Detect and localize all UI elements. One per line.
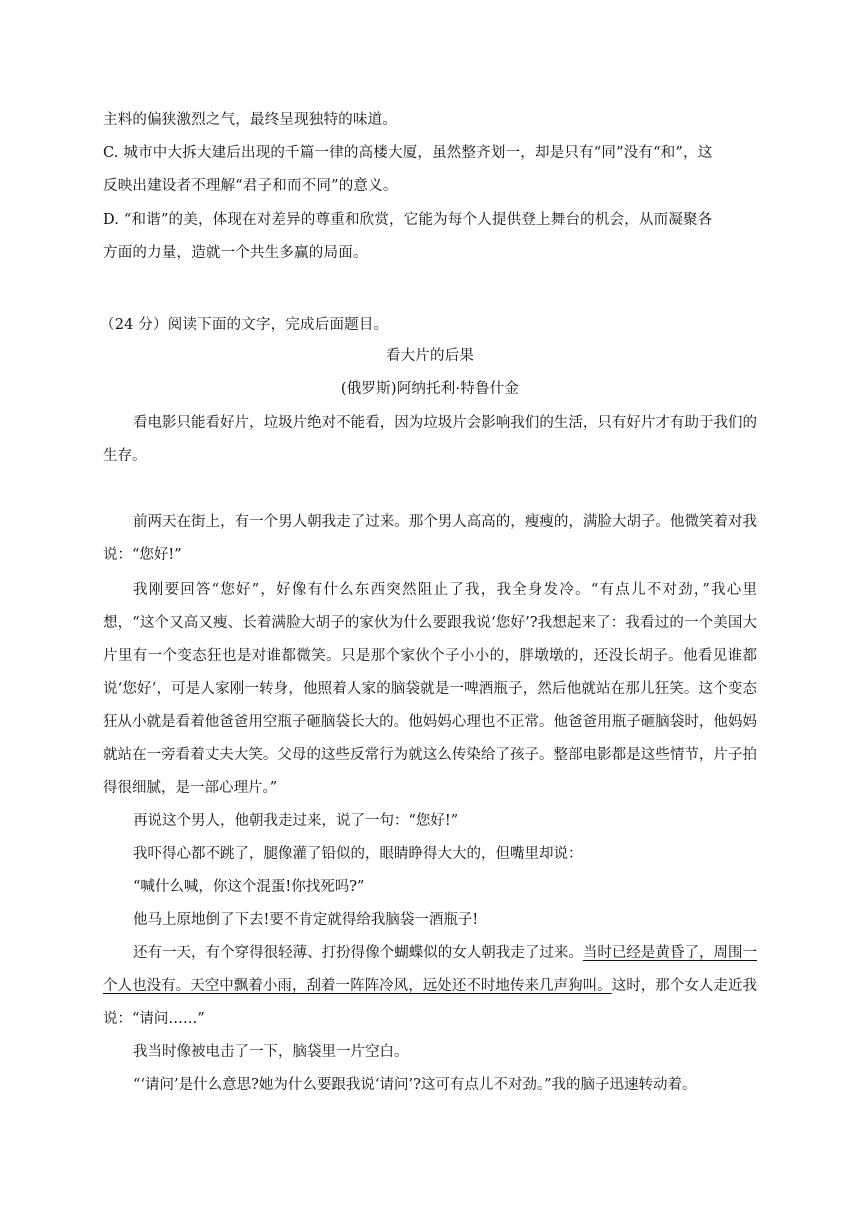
story-paragraph: 他马上原地倒了下去!要不肯定就得给我脑袋一酒瓶子! xyxy=(133,912,479,928)
story-paragraph: 看电影只能看好片，垃圾片绝对不能看，因为垃圾片会影响我们的生活，只有好片才有助于我们的生存。 xyxy=(103,415,757,464)
story-paragraph: 再说这个男人，他朝我走过来，说了一句：“您好!” xyxy=(133,813,459,829)
story-paragraph: “喊什么喊，你这个混蛋!你找死吗?” xyxy=(133,879,365,895)
option-c-line-2: 反映出建设者不理解“君子和而不同”的意义。 xyxy=(103,178,398,194)
question-header: （24 分）阅读下面的文字，完成后面题目。 xyxy=(100,317,389,333)
story-paragraph-underlined xyxy=(103,937,757,1036)
story-title: 看大片的后果 xyxy=(385,348,475,364)
story-paragraph: 我当时像被电击了一下，脑袋里一片空白。 xyxy=(133,1044,409,1060)
option-d-line-1: D. “和谐”的美，体现在对差异的尊重和欣赏，它能为每个人提供登上舞台的机会，从而凝聚各 xyxy=(103,212,713,228)
paragraph-text: 还有一天，有个穿得很轻薄、打扮得像个蝴蝶似的女人朝我走了过来。 xyxy=(133,945,583,961)
paragraph-text: 这时，那个女人走近我说：“请问……” xyxy=(103,978,758,1027)
story-paragraph: 我吓得心都不跳了，腿像灌了铅似的，眼睛睁得大大的，但嘴里却说： xyxy=(133,846,583,862)
story-paragraph: 前两天在街上，有一个男人朝我走了过来。那个男人高高的，瘦瘦的，满脸大胡子。他微笑着对我说：“您好!” xyxy=(103,514,757,563)
option-c-line-1: C. 城市中大拆大建后出现的千篇一律的高楼大厦，虽然整齐划一，却是只有“同”没有“和”，这 xyxy=(103,145,713,161)
underlined-sentence: 当时已经是黄昏了，周围一个人也没有。天空中飘着小雨，刮着一阵阵冷风，远处还不时地传来几声狗叫。 xyxy=(103,945,758,994)
option-b-continuation: 主料的偏狭激烈之气，最终呈现独特的味道。 xyxy=(103,112,397,128)
option-d-line-2: 方面的力量，造就一个共生多赢的局面。 xyxy=(103,245,368,261)
story-paragraph: “‘请问’是什么意思?她为什么要跟我说‘请问’?这可有点儿不对劲。”我的脑子迅速转动着。 xyxy=(133,1077,697,1093)
story-author: (俄罗斯)阿纳托利·特鲁什金 xyxy=(340,381,520,397)
story-paragraph: 我刚要回答“您好”，好像有什么东西突然阻止了我，我全身发冷。“有点儿不对劲，”我心里想，“这个又高又瘦、长着满脸大胡子的家伙为什么要跟我说‘您好’?我想起来了：我看过的一个美国大片里有一个变态狂也是对谁都微笑。只是那个家伙个子小小的，胖墩墩的，还没长胡子。他看见谁都说‘您好’，可是人家刚一转身，他照着人家的脑袋就是一啤酒瓶子，然后他就站在那儿狂笑。这个变态狂从小就是看着他爸爸用空瓶子砸脑袋长大的。他妈妈心理也不正常。他爸爸用瓶子砸脑袋时，他妈妈就站在一旁看着丈夫大笑。父母的这些反常行为就这么传染给了孩子。整部电影都是这些情节，片子拍得很细腻，是一部心理片。” xyxy=(103,582,757,796)
